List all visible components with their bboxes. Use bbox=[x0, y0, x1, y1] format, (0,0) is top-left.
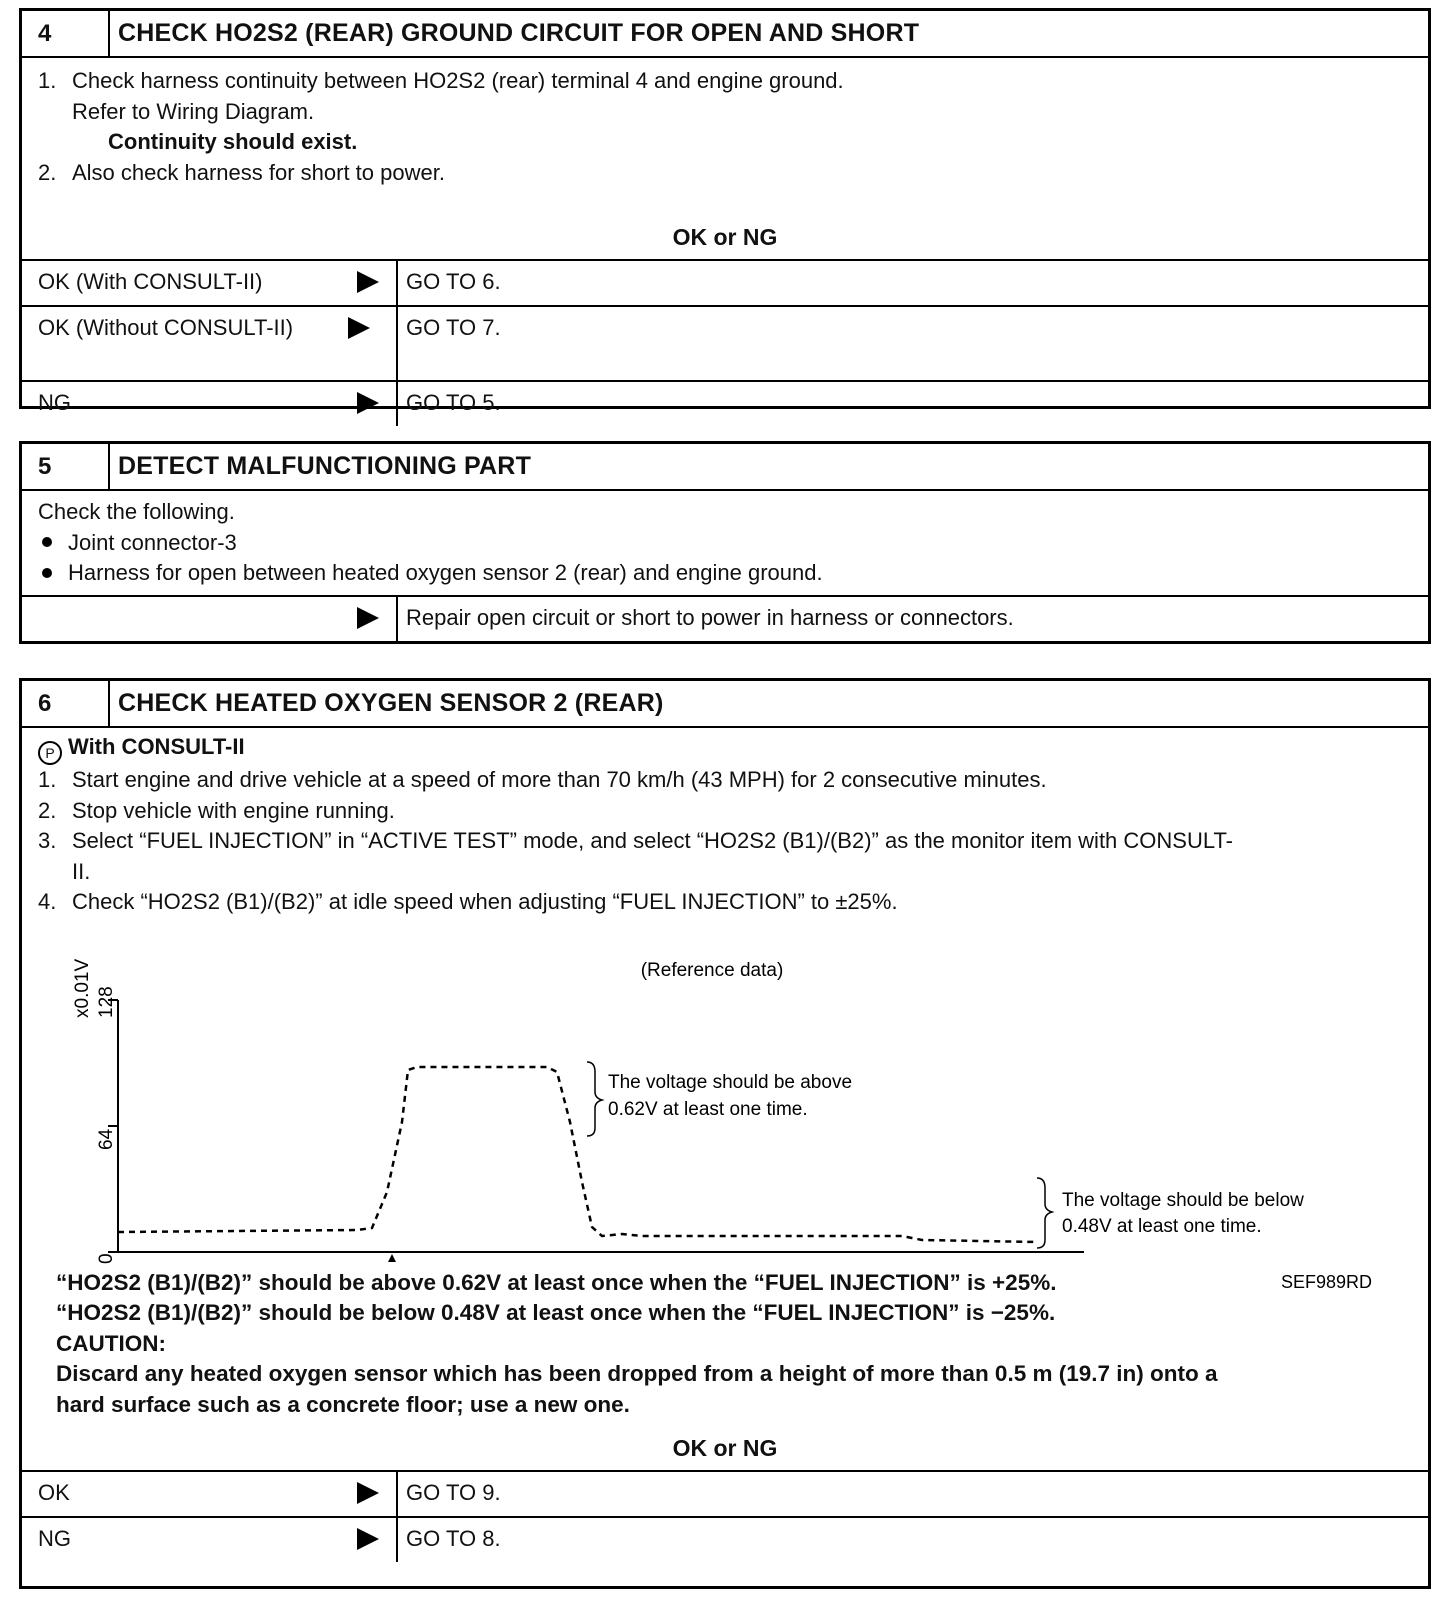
instruction-text: Check harness continuity between HO2S2 (rear) terminal 4 and engine ground. bbox=[72, 68, 844, 93]
step-5-instructions bbox=[22, 491, 1428, 595]
step-number: 5 bbox=[22, 444, 110, 489]
table-row bbox=[22, 595, 1428, 641]
note-low-line2: 0.48V at least one time. bbox=[1062, 1215, 1262, 1237]
note-high-line1: The voltage should be above bbox=[608, 1071, 853, 1093]
bullet-icon bbox=[42, 568, 52, 578]
ok-or-ng-heading: OK or NG bbox=[22, 215, 1428, 261]
result-condition: OK (Without CONSULT-II) bbox=[38, 315, 294, 340]
instruction-text: II. bbox=[72, 858, 91, 884]
step-title: CHECK HO2S2 (REAR) GROUND CIRCUIT FOR OPEN AND SHORT bbox=[118, 19, 920, 47]
result-condition: OK (With CONSULT-II) bbox=[38, 269, 263, 294]
result-action: GO TO 5. bbox=[396, 382, 1428, 426]
arrow-right-icon bbox=[322, 307, 396, 380]
step-number: 4 bbox=[22, 11, 110, 56]
result-condition bbox=[22, 597, 340, 641]
y-tick-label: 128 bbox=[96, 985, 117, 1018]
result-condition: NG bbox=[38, 1526, 71, 1551]
criteria-low: “HO2S2 (B1)/(B2)” should be below 0.48V at least once when the “FUEL INJECTION” is −25%. bbox=[56, 1300, 1056, 1325]
result-action: GO TO 7. bbox=[396, 307, 1428, 380]
note-high-line2: 0.62V at least one time. bbox=[608, 1098, 808, 1120]
result-condition: OK bbox=[38, 1480, 70, 1505]
step-4-header bbox=[22, 11, 1428, 58]
step-title: CHECK HEATED OXYGEN SENSOR 2 (REAR) bbox=[118, 689, 664, 717]
bullet-icon bbox=[42, 537, 52, 547]
caution-text: Discard any heated oxygen sensor which has been dropped from a height of more than 0.5 m (19.7 in) onto a bbox=[56, 1361, 1218, 1386]
with-consult-heading: P With CONSULT-II bbox=[38, 732, 1412, 765]
instruction-text: Select “FUEL INJECTION” in “ACTIVE TEST” mode, and select “HO2S2 (B1)/(B2)” as the monitor item with CONSULT- bbox=[72, 828, 1234, 853]
instruction-text: Also check harness for short to power. bbox=[72, 159, 445, 185]
result-action: GO TO 8. bbox=[396, 1518, 1428, 1562]
brace-low bbox=[1037, 1178, 1052, 1248]
result-table bbox=[22, 1472, 1428, 1562]
step-title: DETECT MALFUNCTIONING PART bbox=[118, 452, 532, 480]
result-action: GO TO 9. bbox=[396, 1472, 1428, 1516]
table-row bbox=[22, 305, 1428, 380]
result-table bbox=[22, 261, 1428, 426]
step-6-instructions: P With CONSULT-II 1. Start engine and drive vehicle at a speed of more than 70 km/h (43 MPH) for 2 consecutive minutes. 2. Stop vehicle with engine running. 3. Select “FUEL INJECTION” in “ACTIVE TEST” mode, and select “HO2S2 (B1)/(B2)” as the monitor item with CONSULT- II. 4. Check “HO2S2 (B1)/(B2)” at idle speed when adjusting “FUEL INJECTION” to ±25%. bbox=[22, 728, 1428, 918]
arrow-right-icon bbox=[340, 597, 396, 641]
requirement-text: Continuity should exist. bbox=[108, 129, 358, 154]
injection-change-marker bbox=[388, 1254, 396, 1262]
step-5-block bbox=[19, 441, 1431, 644]
y-axis-unit: x0.01V bbox=[72, 958, 93, 1018]
table-row bbox=[22, 1516, 1428, 1562]
instruction-text: Refer to Wiring Diagram. bbox=[72, 98, 315, 124]
step-6-header bbox=[22, 681, 1428, 728]
arrow-right-icon bbox=[340, 261, 396, 305]
caution-text: hard surface such as a concrete floor; use a new one. bbox=[56, 1391, 630, 1417]
arrow-right-icon bbox=[340, 1518, 396, 1562]
table-row bbox=[22, 261, 1428, 305]
result-action: Repair open circuit or short to power in harness or connectors. bbox=[396, 597, 1428, 641]
step-4-instructions: 1. Check harness continuity between HO2S2 (rear) terminal 4 and engine ground. Refer to Wiring Diagram. Continuity should exist. 2. Also check harness for short to power. bbox=[22, 58, 1428, 215]
instruction-text: Stop vehicle with engine running. bbox=[72, 797, 395, 823]
step-5-header bbox=[22, 444, 1428, 491]
arrow-right-icon bbox=[340, 382, 396, 426]
result-action: GO TO 6. bbox=[396, 261, 1428, 305]
result-criteria bbox=[22, 1268, 1428, 1421]
step-4-block bbox=[19, 8, 1431, 415]
sensor-voltage-trace bbox=[118, 1067, 1037, 1242]
figure-code: SEF989RD bbox=[1280, 1271, 1372, 1292]
result-condition: NG bbox=[38, 390, 71, 415]
caution-label: CAUTION: bbox=[56, 1330, 166, 1356]
y-tick-label: 64 bbox=[96, 1128, 117, 1150]
check-item: Harness for open between heated oxygen sensor 2 (rear) and engine ground. bbox=[68, 560, 823, 585]
table-row bbox=[22, 380, 1428, 426]
ok-or-ng-heading: OK or NG bbox=[22, 1426, 1428, 1472]
instruction-text: Start engine and drive vehicle at a speed of more than 70 km/h (43 MPH) for 2 consecutive minutes. bbox=[72, 767, 1047, 792]
table-row bbox=[22, 1472, 1428, 1516]
step-6-block bbox=[19, 678, 1431, 1589]
note-low-line1: The voltage should be below bbox=[1062, 1189, 1304, 1211]
figure-caption: (Reference data) bbox=[640, 959, 784, 981]
arrow-right-icon bbox=[340, 1472, 396, 1516]
instruction-text: Check “HO2S2 (B1)/(B2)” at idle speed when adjusting “FUEL INJECTION” to ±25%. bbox=[72, 889, 898, 914]
consult-icon: P bbox=[38, 741, 62, 765]
step-number: 6 bbox=[22, 681, 110, 726]
instruction-text: Check the following. bbox=[38, 499, 235, 524]
check-item: Joint connector-3 bbox=[68, 529, 237, 555]
y-tick-label: 0 bbox=[96, 1252, 117, 1264]
criteria-high: “HO2S2 (B1)/(B2)” should be above 0.62V at least once when the “FUEL INJECTION” is +25%. bbox=[56, 1269, 1057, 1295]
brace-high bbox=[587, 1062, 602, 1136]
